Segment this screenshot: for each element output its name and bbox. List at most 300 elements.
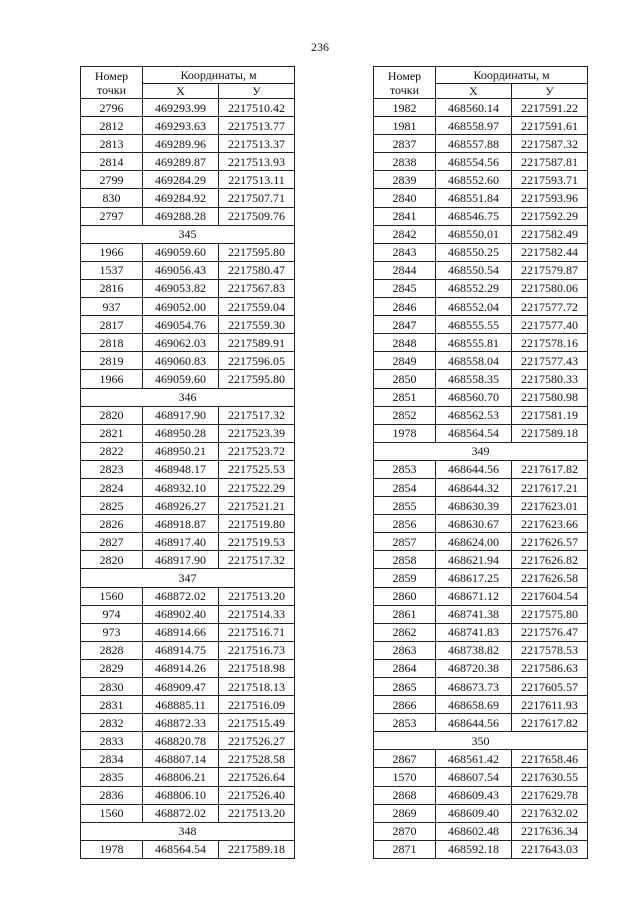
table-row	[374, 569, 588, 587]
point-number-cell: 2817	[81, 316, 143, 334]
point-number-cell: 2844	[374, 261, 436, 279]
point-number-cell: 1966	[81, 370, 143, 388]
table-row	[374, 279, 588, 297]
table-row	[81, 207, 295, 225]
section-number: 347	[81, 569, 295, 587]
y-coordinate-cell: 2217513.20	[219, 587, 295, 605]
y-coordinate-cell: 2217577.40	[512, 316, 588, 334]
y-coordinate-cell: 2217516.09	[219, 696, 295, 714]
y-coordinate-cell: 2217526.27	[219, 732, 295, 750]
point-number-cell: 2857	[374, 533, 436, 551]
x-coordinate-cell: 468644.56	[436, 714, 512, 732]
table-row	[374, 768, 588, 786]
y-coordinate-cell: 2217579.87	[512, 261, 588, 279]
x-coordinate-cell: 468617.25	[436, 569, 512, 587]
coordinates-table-right	[373, 66, 588, 859]
table-row	[374, 750, 588, 768]
x-coordinate-cell: 468644.32	[436, 478, 512, 496]
table-row	[374, 171, 588, 189]
x-coordinate-cell: 468552.60	[436, 171, 512, 189]
table-row	[374, 189, 588, 207]
y-coordinate-cell: 2217519.53	[219, 533, 295, 551]
point-number-cell: 2820	[81, 551, 143, 569]
point-number-cell: 1560	[81, 587, 143, 605]
x-coordinate-cell: 468806.10	[143, 786, 219, 804]
table-row	[374, 804, 588, 822]
point-number-cell: 2822	[81, 442, 143, 460]
point-number-cell: 2867	[374, 750, 436, 768]
table-row	[374, 460, 588, 478]
point-number-cell: 2836	[81, 786, 143, 804]
point-number-header: Номер точки	[374, 67, 436, 99]
table-row	[374, 225, 588, 243]
table-row	[81, 478, 295, 496]
table-row	[374, 153, 588, 171]
table-row	[81, 117, 295, 135]
point-number-cell: 2814	[81, 153, 143, 171]
table-row	[81, 406, 295, 424]
point-number-cell: 2840	[374, 189, 436, 207]
x-coordinate-cell: 468885.11	[143, 696, 219, 714]
x-coordinate-cell: 468950.21	[143, 442, 219, 460]
point-number-cell: 2864	[374, 659, 436, 677]
y-coordinate-cell: 2217578.16	[512, 334, 588, 352]
table-row	[81, 171, 295, 189]
table-row	[81, 605, 295, 623]
x-coordinate-cell: 468552.29	[436, 279, 512, 297]
x-coordinate-cell: 468557.88	[436, 135, 512, 153]
x-coordinate-cell: 469060.83	[143, 352, 219, 370]
table-body-right	[374, 99, 588, 859]
point-number-cell: 2868	[374, 786, 436, 804]
y-coordinate-cell: 2217591.22	[512, 99, 588, 117]
point-number-cell: 2813	[81, 135, 143, 153]
x-coordinate-cell: 468914.75	[143, 641, 219, 659]
point-number-cell: 2847	[374, 316, 436, 334]
table-row	[81, 370, 295, 388]
point-number-header: Номер точки	[81, 67, 143, 99]
table-row	[81, 135, 295, 153]
y-coordinate-cell: 2217582.49	[512, 225, 588, 243]
section-row	[81, 822, 295, 840]
table-row	[374, 515, 588, 533]
table-row	[374, 822, 588, 840]
y-coordinate-cell: 2217623.66	[512, 515, 588, 533]
table-row	[374, 714, 588, 732]
x-coordinate-cell: 468592.18	[436, 840, 512, 858]
y-coordinate-cell: 2217580.98	[512, 388, 588, 406]
y-coordinate-cell: 2217586.63	[512, 659, 588, 677]
y-coordinate-cell: 2217632.02	[512, 804, 588, 822]
x-coordinate-cell: 469293.63	[143, 117, 219, 135]
y-coordinate-cell: 2217626.82	[512, 551, 588, 569]
point-number-cell: 2869	[374, 804, 436, 822]
coordinates-header: Координаты, м	[143, 67, 295, 84]
point-number-cell: 2826	[81, 515, 143, 533]
y-coordinate-cell: 2217516.73	[219, 641, 295, 659]
point-number-cell: 1560	[81, 804, 143, 822]
section-number: 345	[81, 225, 295, 243]
point-number-cell: 2797	[81, 207, 143, 225]
x-coordinate-cell: 469293.99	[143, 99, 219, 117]
table-body-left	[81, 99, 295, 859]
point-number-cell: 2863	[374, 641, 436, 659]
point-number-cell: 2824	[81, 478, 143, 496]
page-number: 236	[311, 40, 329, 54]
y-coordinate-cell: 2217518.98	[219, 659, 295, 677]
table-row	[81, 352, 295, 370]
x-column-header: X	[143, 84, 219, 99]
point-number-cell: 2820	[81, 406, 143, 424]
x-coordinate-cell: 468555.81	[436, 334, 512, 352]
x-column-header: X	[436, 84, 512, 99]
table-row	[81, 515, 295, 533]
point-number-cell: 2838	[374, 153, 436, 171]
x-coordinate-cell: 468561.42	[436, 750, 512, 768]
x-coordinate-cell: 468558.04	[436, 352, 512, 370]
point-number-cell: 2849	[374, 352, 436, 370]
y-coordinate-cell: 2217517.32	[219, 551, 295, 569]
x-coordinate-cell: 468909.47	[143, 678, 219, 696]
table-row	[81, 298, 295, 316]
table-row	[374, 99, 588, 117]
point-number-cell: 2827	[81, 533, 143, 551]
point-number-cell: 2819	[81, 352, 143, 370]
table-row	[374, 497, 588, 515]
y-coordinate-cell: 2217595.80	[219, 370, 295, 388]
point-number-cell: 830	[81, 189, 143, 207]
table-row	[81, 587, 295, 605]
table-row	[81, 732, 295, 750]
point-number-cell: 2828	[81, 641, 143, 659]
x-coordinate-cell: 468820.78	[143, 732, 219, 750]
point-number-cell: 2841	[374, 207, 436, 225]
x-coordinate-cell: 468562.53	[436, 406, 512, 424]
x-coordinate-cell: 468552.04	[436, 298, 512, 316]
table-row	[374, 370, 588, 388]
point-number-cell: 2825	[81, 497, 143, 515]
x-coordinate-cell: 468550.01	[436, 225, 512, 243]
point-number-cell: 2833	[81, 732, 143, 750]
x-coordinate-cell: 468917.40	[143, 533, 219, 551]
table-row	[81, 696, 295, 714]
table-row	[81, 678, 295, 696]
y-coordinate-cell: 2217516.71	[219, 623, 295, 641]
x-coordinate-cell: 468558.97	[436, 117, 512, 135]
x-coordinate-cell: 468671.12	[436, 587, 512, 605]
section-number: 350	[374, 732, 588, 750]
x-coordinate-cell: 469288.28	[143, 207, 219, 225]
table-row	[374, 261, 588, 279]
table-row	[81, 768, 295, 786]
section-row	[81, 569, 295, 587]
point-number-cell: 2860	[374, 587, 436, 605]
y-coordinate-cell: 2217559.04	[219, 298, 295, 316]
coordinates-table-left	[80, 66, 295, 859]
y-coordinate-cell: 2217658.46	[512, 750, 588, 768]
table-row	[81, 189, 295, 207]
x-coordinate-cell: 469054.76	[143, 316, 219, 334]
x-coordinate-cell: 468564.54	[436, 424, 512, 442]
y-coordinate-cell: 2217513.37	[219, 135, 295, 153]
point-number-cell: 2850	[374, 370, 436, 388]
point-number-cell: 2853	[374, 714, 436, 732]
table-row	[374, 478, 588, 496]
x-coordinate-cell: 468609.40	[436, 804, 512, 822]
y-coordinate-cell: 2217525.53	[219, 460, 295, 478]
section-row	[374, 732, 588, 750]
table-row	[81, 424, 295, 442]
y-coordinate-cell: 2217596.05	[219, 352, 295, 370]
x-coordinate-cell: 468658.69	[436, 696, 512, 714]
point-number-cell: 2859	[374, 569, 436, 587]
y-coordinate-cell: 2217575.80	[512, 605, 588, 623]
point-number-cell: 2854	[374, 478, 436, 496]
point-number-cell: 974	[81, 605, 143, 623]
x-coordinate-cell: 468872.33	[143, 714, 219, 732]
point-number-cell: 2861	[374, 605, 436, 623]
y-coordinate-cell: 2217611.93	[512, 696, 588, 714]
x-coordinate-cell: 468914.26	[143, 659, 219, 677]
y-coordinate-cell: 2217509.76	[219, 207, 295, 225]
y-coordinate-cell: 2217592.29	[512, 207, 588, 225]
table-row	[81, 659, 295, 677]
point-number-cell: 2858	[374, 551, 436, 569]
x-coordinate-cell: 468560.14	[436, 99, 512, 117]
y-coordinate-cell: 2217514.33	[219, 605, 295, 623]
y-coordinate-cell: 2217591.61	[512, 117, 588, 135]
y-coordinate-cell: 2217522.29	[219, 478, 295, 496]
x-coordinate-cell: 468630.67	[436, 515, 512, 533]
y-coordinate-cell: 2217582.44	[512, 243, 588, 261]
point-number-cell: 2818	[81, 334, 143, 352]
x-coordinate-cell: 469052.00	[143, 298, 219, 316]
x-coordinate-cell: 468872.02	[143, 587, 219, 605]
section-number: 346	[81, 388, 295, 406]
table-row	[374, 207, 588, 225]
point-number-cell: 2842	[374, 225, 436, 243]
table-row	[81, 804, 295, 822]
y-coordinate-cell: 2217513.93	[219, 153, 295, 171]
point-number-cell: 1978	[374, 424, 436, 442]
y-coordinate-cell: 2217626.57	[512, 533, 588, 551]
section-number: 348	[81, 822, 295, 840]
x-coordinate-cell: 468950.28	[143, 424, 219, 442]
point-number-cell: 2848	[374, 334, 436, 352]
y-coordinate-cell: 2217580.47	[219, 261, 295, 279]
table-row	[81, 786, 295, 804]
x-coordinate-cell: 468560.70	[436, 388, 512, 406]
x-coordinate-cell: 469059.60	[143, 370, 219, 388]
x-coordinate-cell: 468550.25	[436, 243, 512, 261]
point-number-cell: 2823	[81, 460, 143, 478]
x-coordinate-cell: 468738.82	[436, 641, 512, 659]
x-coordinate-cell: 468624.00	[436, 533, 512, 551]
y-coordinate-cell: 2217578.53	[512, 641, 588, 659]
point-number-cell: 1978	[81, 840, 143, 858]
point-number-cell: 2853	[374, 460, 436, 478]
point-number-cell: 2871	[374, 840, 436, 858]
table-row	[374, 243, 588, 261]
point-number-cell: 2862	[374, 623, 436, 641]
y-coordinate-cell: 2217617.82	[512, 714, 588, 732]
x-coordinate-cell: 468644.56	[436, 460, 512, 478]
table-row	[81, 641, 295, 659]
x-coordinate-cell: 468551.84	[436, 189, 512, 207]
section-row	[374, 442, 588, 460]
x-coordinate-cell: 468609.43	[436, 786, 512, 804]
y-coordinate-cell: 2217593.71	[512, 171, 588, 189]
point-number-cell: 2830	[81, 678, 143, 696]
y-coordinate-cell: 2217523.72	[219, 442, 295, 460]
section-row	[81, 388, 295, 406]
x-coordinate-cell: 468807.14	[143, 750, 219, 768]
y-coordinate-cell: 2217526.64	[219, 768, 295, 786]
point-number-cell: 2831	[81, 696, 143, 714]
x-coordinate-cell: 468918.87	[143, 515, 219, 533]
table-row	[374, 659, 588, 677]
table-row	[81, 279, 295, 297]
point-number-cell: 973	[81, 623, 143, 641]
y-coordinate-cell: 2217580.06	[512, 279, 588, 297]
x-coordinate-cell: 468554.56	[436, 153, 512, 171]
section-number: 349	[374, 442, 588, 460]
table-row	[81, 316, 295, 334]
point-number-cell: 2855	[374, 497, 436, 515]
x-coordinate-cell: 468720.38	[436, 659, 512, 677]
x-coordinate-cell: 468550.54	[436, 261, 512, 279]
y-coordinate-cell: 2217567.83	[219, 279, 295, 297]
y-coordinate-cell: 2217626.58	[512, 569, 588, 587]
x-coordinate-cell: 468630.39	[436, 497, 512, 515]
y-coordinate-cell: 2217521.21	[219, 497, 295, 515]
point-number-cell: 2865	[374, 678, 436, 696]
table-row	[374, 587, 588, 605]
x-coordinate-cell: 468902.40	[143, 605, 219, 623]
table-row	[374, 678, 588, 696]
point-number-cell: 2816	[81, 279, 143, 297]
x-coordinate-cell: 469056.43	[143, 261, 219, 279]
point-number-cell: 1570	[374, 768, 436, 786]
x-coordinate-cell: 469284.92	[143, 189, 219, 207]
point-number-cell: 1982	[374, 99, 436, 117]
table-row	[374, 352, 588, 370]
y-coordinate-cell: 2217629.78	[512, 786, 588, 804]
table-row	[81, 551, 295, 569]
y-coordinate-cell: 2217617.21	[512, 478, 588, 496]
y-coordinate-cell: 2217576.47	[512, 623, 588, 641]
y-coordinate-cell: 2217523.39	[219, 424, 295, 442]
table-row	[81, 840, 295, 858]
point-number-cell: 2837	[374, 135, 436, 153]
x-coordinate-cell: 468926.27	[143, 497, 219, 515]
table-row	[81, 243, 295, 261]
x-coordinate-cell: 469284.29	[143, 171, 219, 189]
x-coordinate-cell: 469289.87	[143, 153, 219, 171]
y-coordinate-cell: 2217605.57	[512, 678, 588, 696]
y-coordinate-cell: 2217513.20	[219, 804, 295, 822]
y-coordinate-cell: 2217510.42	[219, 99, 295, 117]
table-row	[81, 153, 295, 171]
y-coordinate-cell: 2217559.30	[219, 316, 295, 334]
y-coordinate-cell: 2217507.71	[219, 189, 295, 207]
x-coordinate-cell: 468621.94	[436, 551, 512, 569]
y-coordinate-cell: 2217513.77	[219, 117, 295, 135]
table-row	[81, 714, 295, 732]
table-row	[374, 605, 588, 623]
point-number-cell: 2796	[81, 99, 143, 117]
y-coordinate-cell: 2217587.32	[512, 135, 588, 153]
y-coordinate-cell: 2217528.58	[219, 750, 295, 768]
y-coordinate-cell: 2217604.54	[512, 587, 588, 605]
x-coordinate-cell: 468602.48	[436, 822, 512, 840]
table-row	[374, 117, 588, 135]
table-row	[374, 551, 588, 569]
x-coordinate-cell: 468872.02	[143, 804, 219, 822]
table-row	[374, 840, 588, 858]
table-row	[374, 316, 588, 334]
point-number-cell: 2843	[374, 243, 436, 261]
table-row	[81, 497, 295, 515]
table-row	[81, 750, 295, 768]
x-coordinate-cell: 468917.90	[143, 551, 219, 569]
x-coordinate-cell: 469053.82	[143, 279, 219, 297]
y-coordinate-cell: 2217587.81	[512, 153, 588, 171]
y-coordinate-cell: 2217577.43	[512, 352, 588, 370]
y-coordinate-cell: 2217617.82	[512, 460, 588, 478]
x-coordinate-cell: 468673.73	[436, 678, 512, 696]
point-number-cell: 1966	[81, 243, 143, 261]
table-row	[374, 696, 588, 714]
point-number-cell: 937	[81, 298, 143, 316]
point-number-cell: 1981	[374, 117, 436, 135]
point-number-cell: 2799	[81, 171, 143, 189]
y-column-header: У	[219, 84, 295, 99]
y-coordinate-cell: 2217519.80	[219, 515, 295, 533]
table-row	[81, 533, 295, 551]
coordinates-header: Координаты, м	[436, 67, 588, 84]
y-coordinate-cell: 2217515.49	[219, 714, 295, 732]
y-coordinate-cell: 2217589.18	[219, 840, 295, 858]
x-coordinate-cell: 468917.90	[143, 406, 219, 424]
y-coordinate-cell: 2217577.72	[512, 298, 588, 316]
point-number-cell: 2812	[81, 117, 143, 135]
table-row	[374, 641, 588, 659]
section-row	[81, 225, 295, 243]
table-row	[374, 424, 588, 442]
y-coordinate-cell: 2217589.18	[512, 424, 588, 442]
y-coordinate-cell: 2217636.34	[512, 822, 588, 840]
table-row	[81, 623, 295, 641]
y-coordinate-cell: 2217581.19	[512, 406, 588, 424]
point-number-cell: 1537	[81, 261, 143, 279]
point-number-cell: 2866	[374, 696, 436, 714]
x-coordinate-cell: 468607.54	[436, 768, 512, 786]
x-coordinate-cell: 468741.38	[436, 605, 512, 623]
y-column-header: У	[512, 84, 588, 99]
point-number-cell: 2839	[374, 171, 436, 189]
point-number-cell: 2829	[81, 659, 143, 677]
y-coordinate-cell: 2217630.55	[512, 768, 588, 786]
table-row	[374, 334, 588, 352]
point-number-cell: 2835	[81, 768, 143, 786]
x-coordinate-cell: 469059.60	[143, 243, 219, 261]
table-row	[81, 334, 295, 352]
table-row	[374, 786, 588, 804]
x-coordinate-cell: 469289.96	[143, 135, 219, 153]
table-row	[81, 99, 295, 117]
x-coordinate-cell: 468555.55	[436, 316, 512, 334]
